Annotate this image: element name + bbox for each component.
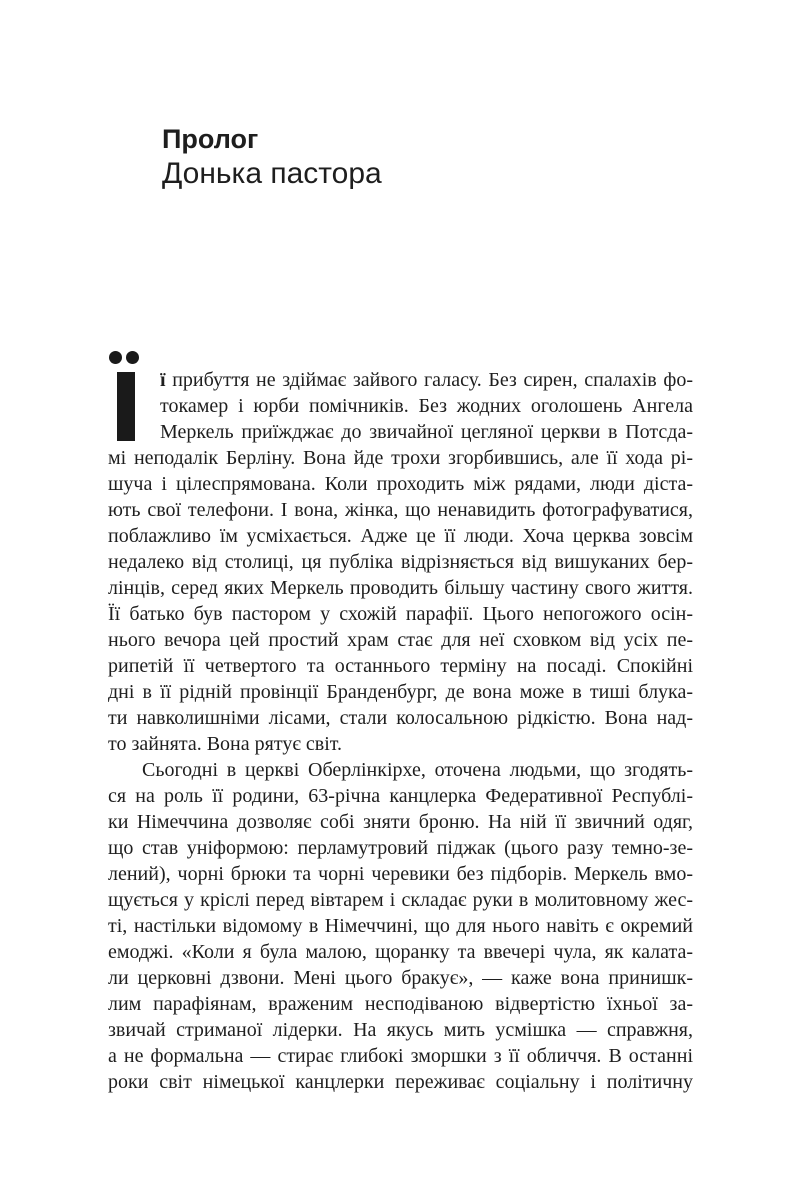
text-line: лінців, серед яких Меркель проводить більшу частину свого життя. bbox=[108, 577, 693, 599]
text-line: ки Німеччина дозволяє собі зняти броню. На ній її звичний одяг, bbox=[108, 811, 693, 833]
text-line: поблажливо їм усміхається. Адже це її люди. Хоча церква зовсім bbox=[108, 525, 693, 547]
chapter-kicker: Пролог bbox=[162, 124, 259, 154]
text-line: ї прибуття не здіймає зайвого галасу. Без сирен, спалахів фо- bbox=[160, 369, 693, 391]
dropcap-stem bbox=[117, 372, 135, 441]
text-line: лений), чорні брюки та чорні черевики без підборів. Меркель вмо- bbox=[108, 863, 693, 885]
text-line: що став уніформою: перламутровий піджак (цього разу темно-зе- bbox=[108, 837, 693, 859]
dropcap-dot-icon bbox=[109, 351, 122, 364]
text-line: Сьогодні в церкві Оберлінкірхе, оточена людьми, що згодять- bbox=[142, 759, 693, 781]
text-line: звичай стриманої лідерки. На якусь мить усмішка — справжня, bbox=[108, 1019, 693, 1041]
text-line: рипетій її четвертого та останнього терміну на посаді. Спокійні bbox=[108, 655, 693, 677]
text-line: а не формальна — стирає глибокі зморшки з її обличчя. В останні bbox=[108, 1045, 693, 1067]
lead-bold-letter: ї bbox=[160, 369, 166, 391]
text-line: ся на роль її родини, 63-річна канцлерка Федеративної Республі- bbox=[108, 785, 693, 807]
text-line: лим парафіянам, враженим несподіваною відвертістю їхньої за- bbox=[108, 993, 693, 1015]
text-line: щується у кріслі перед вівтарем і складає руки в молитовному жес- bbox=[108, 889, 693, 911]
text-line: то зайнята. Вона рятує світ. bbox=[108, 733, 343, 755]
text-line: нього вечора цей простий храм стає для неї сховком від усіх пе- bbox=[108, 629, 693, 651]
chapter-title: Донька пастора bbox=[162, 157, 382, 190]
dropcap-art bbox=[109, 351, 140, 442]
text-line: ті, настільки відомому в Німеччині, що для нього навіть є окремий bbox=[108, 915, 693, 937]
text-line: Меркель приїжджає до звичайної цегляної церкви в Потсда- bbox=[160, 421, 693, 443]
text-line: токамер і юрби помічників. Без жодних оголошень Ангела bbox=[160, 395, 693, 417]
chapter-heading bbox=[162, 124, 382, 191]
text-line: шуча і цілеспрямована. Коли проходить між рядами, люди діста- bbox=[108, 473, 693, 495]
text-line: Її батько був пастором у схожій парафії. Цього непогожого осін- bbox=[108, 603, 693, 625]
body-text bbox=[108, 367, 693, 1095]
text-line: недалеко від столиці, ця публіка відрізняється від вишуканих бер- bbox=[108, 551, 693, 573]
dropcap-letter-yi bbox=[108, 367, 160, 445]
text-line: мі неподалік Берліну. Вона йде трохи згорбившись, але її хода рі- bbox=[108, 447, 693, 469]
dropcap-dot-icon bbox=[126, 351, 139, 364]
text-line: емоджі. «Коли я була малою, щоранку та ввечері чула, як калата- bbox=[108, 941, 693, 963]
text-line: ли церковні дзвони. Мені цього бракує», — каже вона принишк- bbox=[108, 967, 693, 989]
text-line: роки світ німецької канцлерки переживає соціальну і політичну bbox=[108, 1071, 693, 1093]
text-line: дні в її рідній провінції Бранденбург, де вона може в тиші блука- bbox=[108, 681, 693, 703]
text-line: ють свої телефони. І вона, жінка, що ненавидить фотографуватися, bbox=[108, 499, 693, 521]
text-line: ти навколишніми лісами, стали колосальною рідкістю. Вона над- bbox=[108, 707, 693, 729]
